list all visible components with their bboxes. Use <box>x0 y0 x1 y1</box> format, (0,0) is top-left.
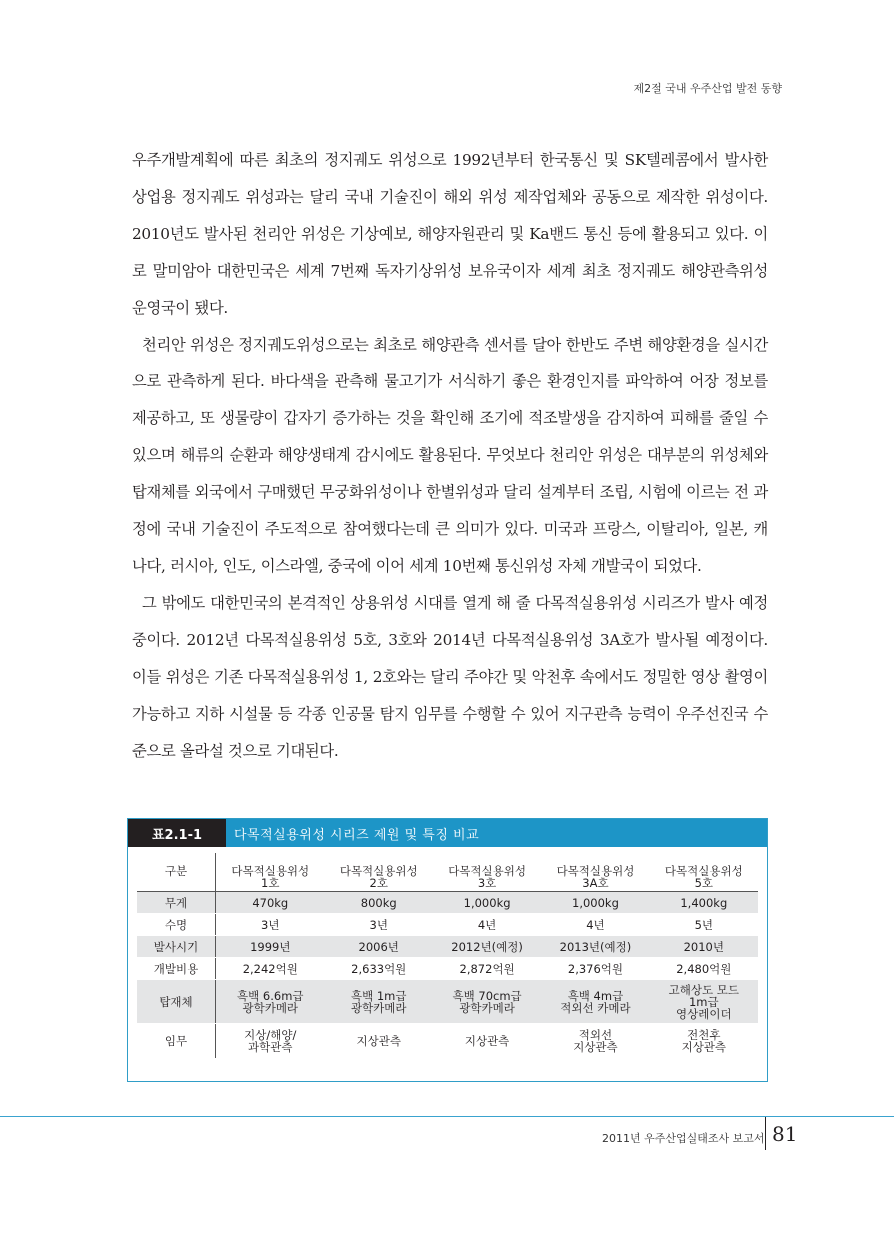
paragraph: 우주개발계획에 따른 최초의 정지궤도 위성으로 1992년부터 한국통신 및 SK텔레콤에서 발사한 상업용 정지궤도 위성과는 달리 국내 기술진이 해외 위성 제작업체와 공동으로 제작한 위성이다. 2010년도 발사된 천리안 위성은 기상예보, 해양자원관리 및 Ka밴드 통신 등에 활용되고 있다. 이로 말미암아 대한민국은 세계 7번째 독자기상위성 보유국이자 세계 최초 정지궤도 해양관측위성 운영국이 됐다. <box>132 151 768 317</box>
table-cell: 흑백 6.6m급 광학카메라 <box>216 980 325 1024</box>
table-cell: 3년 <box>216 914 325 936</box>
table-row <box>137 892 758 914</box>
table-cell: 470kg <box>216 892 325 914</box>
table-cell: 지상관측 <box>464 1034 510 1048</box>
table-cell: 2,376억원 <box>541 958 649 980</box>
table-cell: 1,000kg <box>433 892 541 914</box>
table-cell: 2012년(예정) <box>433 936 541 958</box>
table-cell: 흑백 1m급 광학카메라 <box>325 980 433 1024</box>
row-label: 개발비용 <box>137 958 216 980</box>
table-cell: 800kg <box>325 892 433 914</box>
body-text <box>132 142 768 769</box>
table-cell: 2,633억원 <box>325 958 433 980</box>
table-cell: 1,000kg <box>541 892 649 914</box>
footer-report-title: 2011년 우주산업실태조사 보고서 <box>602 1132 765 1145</box>
column-header: 다목적실용위성 1호 <box>216 853 325 892</box>
row-label: 무게 <box>137 892 216 914</box>
row-label: 탑재체 <box>137 980 216 1024</box>
column-header: 다목적실용위성 2호 <box>325 853 433 892</box>
table-cell: 1,400kg <box>650 892 758 914</box>
table-number: 표2.1-1 <box>128 819 226 847</box>
table-cell: 지상관측 <box>356 1034 401 1048</box>
footer-divider <box>765 1117 766 1150</box>
table-title: 다목적실용위성 시리즈 제원 및 특징 비교 <box>226 819 767 847</box>
table-cell: 지상/해양/ 과학관측 <box>244 1028 297 1054</box>
table-cell: 4년 <box>433 914 541 936</box>
table-row <box>137 1024 758 1059</box>
row-label: 수명 <box>137 914 216 936</box>
paragraph: 그 밖에도 대한민국의 본격적인 상용위성 시대를 열게 해 줄 다목적실용위성 시리즈가 발사 예정 중이다. 2012년 다목적실용위성 5호, 3호와 2014년 다목적실용위성 3A호가 발사될 예정이다. 이들 위성은 기존 다목적실용위성 1, 2호와는 달리 주야간 및 악천후 속에서도 정밀한 영상 촬영이 가능하고 지하 시설물 등 각종 인공물 탐지 임무를 수행할 수 있어 지구관측 능력이 우주선진국 수준으로 올라설 것으로 기대된다. <box>132 593 768 760</box>
table-cell: 5년 <box>650 914 758 936</box>
paragraph: 천리안 위성은 정지궤도위성으로는 최초로 해양관측 센서를 달아 한반도 주변 해양환경을 실시간으로 관측하게 된다. 바다색을 관측해 물고기가 서식하기 좋은 환경인지를 파악하여 어장 정보를 제공하고, 또 생물량이 갑자기 증가하는 것을 확인해 조기에 적조발생을 감지하여 피해를 줄일 수 있으며 해류의 순환과 해양생태계 감시에도 활용된다. 무엇보다 천리안 위성은 대부분의 위성체와 탑재체를 외국에서 구매했던 무궁화위성이나 한별위성과 달리 설계부터 조립, 시험에 이르는 전 과정에 국내 기술진이 주도적으로 참여했다는데 큰 의미가 있다. 미국과 프랑스, 이탈리아, 일본, 캐나다, 러시아, 인도, 이스라엘, 중국에 이어 세계 10번째 통신위성 자체 개발국이 되었다. <box>132 335 768 575</box>
column-header: 다목적실용위성 5호 <box>650 853 758 892</box>
row-label: 임무 <box>137 1024 216 1059</box>
table-row <box>137 914 758 936</box>
table-caption <box>128 819 767 847</box>
page-number: 81 <box>772 1122 798 1146</box>
table-cell: 4년 <box>541 914 649 936</box>
table-cell: 2,242억원 <box>216 958 325 980</box>
table-row <box>137 936 758 958</box>
running-header: 제2절 국내 우주산업 발전 동향 <box>633 82 782 95</box>
table-row <box>137 980 758 1024</box>
column-header: 다목적실용위성 3호 <box>433 853 541 892</box>
spec-table-box <box>127 818 768 1082</box>
table-cell: 2006년 <box>325 936 433 958</box>
table-cell: 2013년(예정) <box>541 936 649 958</box>
table-cell: 1999년 <box>216 936 325 958</box>
column-header: 다목적실용위성 3A호 <box>541 853 649 892</box>
table-cell: 고해상도 모드 1m급 영상레이더 <box>650 980 758 1024</box>
table-cell: 전천후 지상관측 <box>681 1028 727 1054</box>
table-cell: 2,872억원 <box>433 958 541 980</box>
table-cell: 흑백 70cm급 광학카메라 <box>433 980 541 1024</box>
table-cell: 2010년 <box>650 936 758 958</box>
footer-rule <box>0 1116 894 1117</box>
row-label: 발사시기 <box>137 936 216 958</box>
table-cell: 3년 <box>325 914 433 936</box>
corner-header: 구분 <box>137 853 216 892</box>
table-cell: 흑백 4m급 적외선 카메라 <box>541 980 649 1024</box>
table-row <box>137 958 758 980</box>
table-header-row <box>137 853 758 892</box>
table-cell: 적외선 지상관측 <box>573 1028 618 1054</box>
table-cell: 2,480억원 <box>650 958 758 980</box>
spec-table <box>137 853 758 1058</box>
